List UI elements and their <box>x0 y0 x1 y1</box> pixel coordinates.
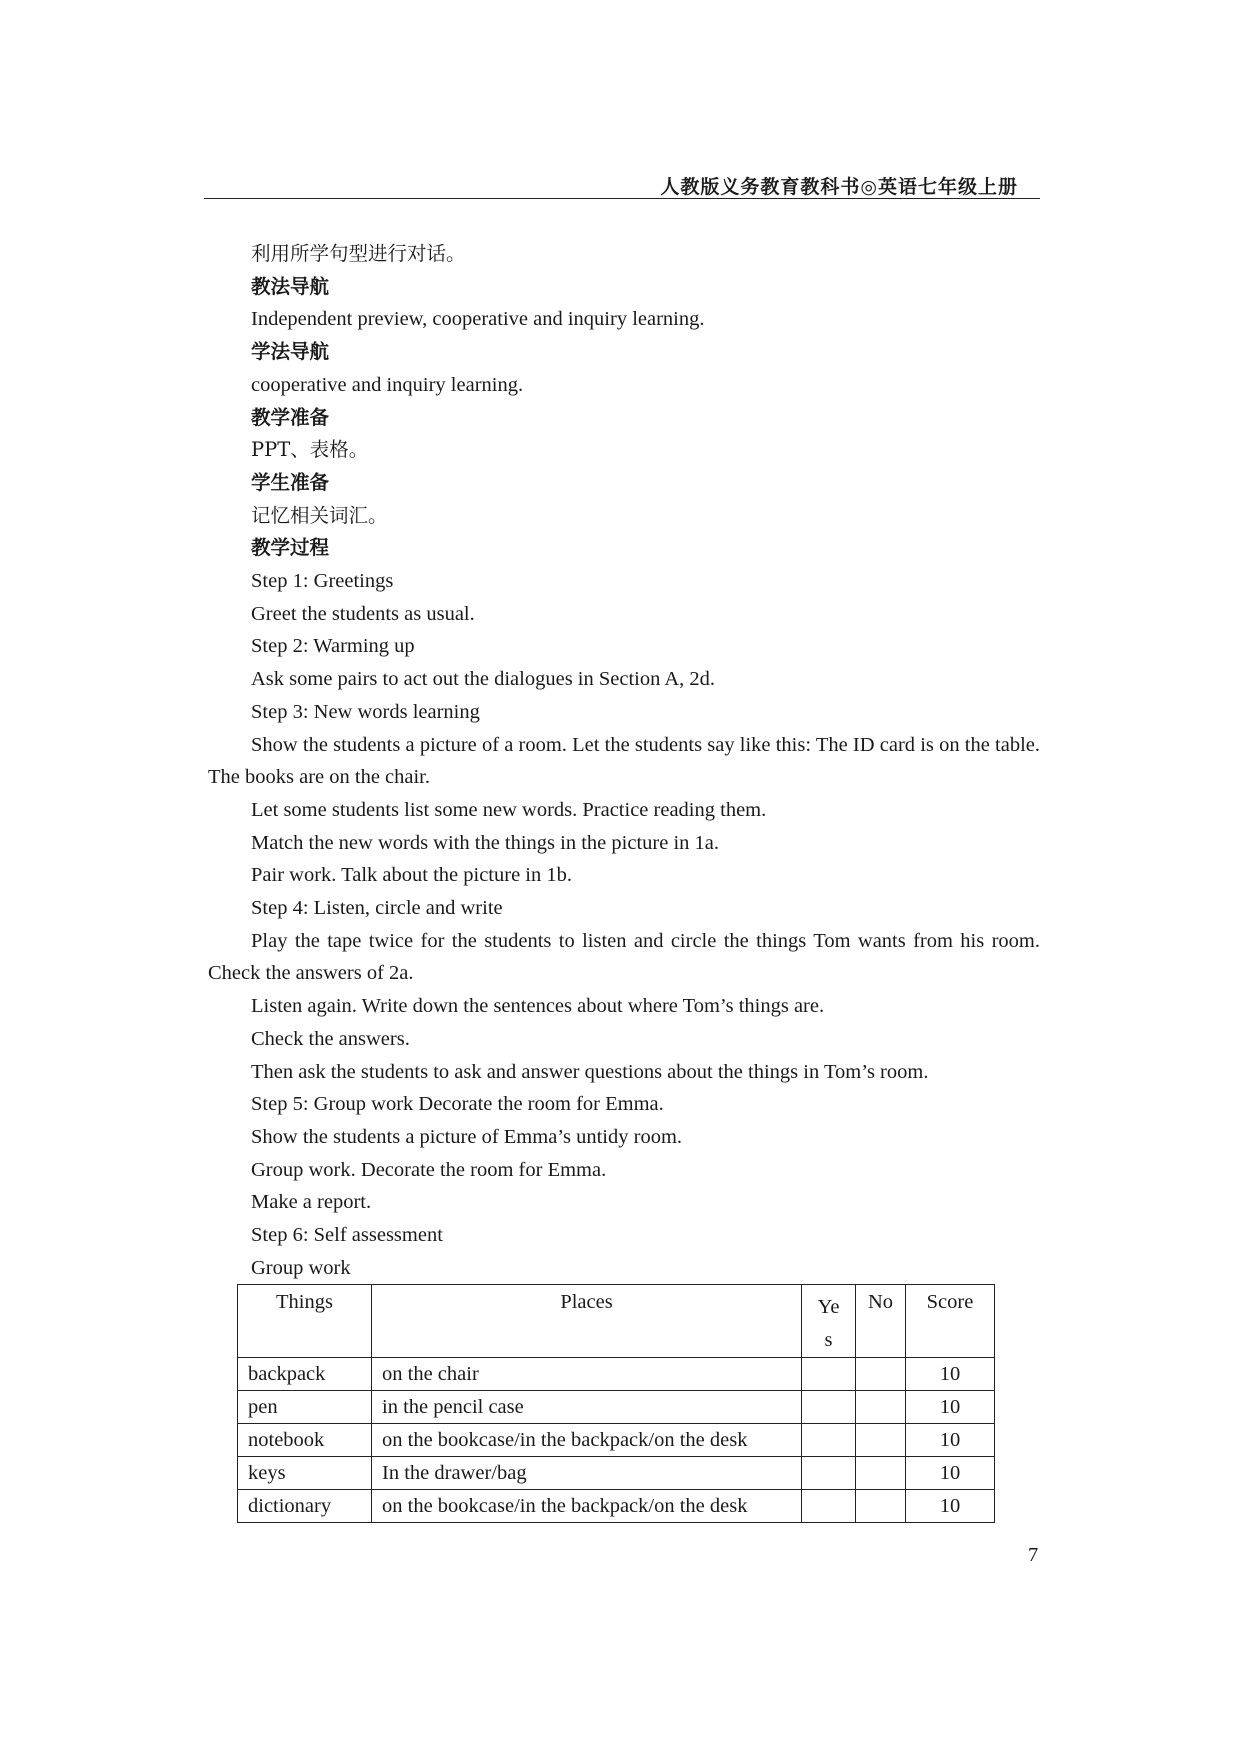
page-number: 7 <box>1028 1544 1039 1566</box>
cell-yes <box>802 1424 856 1457</box>
text-line: 利用所学句型进行对话。 <box>251 242 466 265</box>
text-line: Ask some pairs to act out the dialogues in Section A, 2d. <box>251 668 716 691</box>
cell-place: on the bookcase/in the backpack/on the desk <box>372 1490 802 1523</box>
step-title: Step 3: New words learning <box>251 700 480 723</box>
paragraph: Play the tape twice for the students to listen and circle the things Tom wants from his room. Check the answers of 2a. <box>208 929 1040 985</box>
cell-no <box>856 1457 906 1490</box>
cell-thing: dictionary <box>238 1490 372 1523</box>
cell-place: on the bookcase/in the backpack/on the desk <box>372 1424 802 1457</box>
cell-yes <box>802 1358 856 1391</box>
text-line: Then ask the students to ask and answer questions about the things in Tom’s room. <box>251 1060 929 1083</box>
header-title: 人教版义务教育教科书◎英语七年级上册 <box>660 176 1018 198</box>
table-row <box>238 1391 995 1424</box>
header-yes-line2: s <box>824 1329 833 1351</box>
header-yes <box>802 1285 856 1358</box>
header-places: Places <box>372 1285 802 1358</box>
step-title: Step 1: Greetings <box>251 570 394 593</box>
cell-score: 10 <box>906 1424 995 1457</box>
table-row <box>238 1358 995 1391</box>
header-score: Score <box>906 1285 995 1358</box>
cell-score: 10 <box>906 1358 995 1391</box>
text-line: Listen again. Write down the sentences about where Tom’s things are. <box>251 995 825 1018</box>
step-title: Step 5: Group work Decorate the room for Emma. <box>251 1093 664 1116</box>
table-row <box>238 1424 995 1457</box>
step-title: Step 6: Self assessment <box>251 1224 443 1247</box>
section-heading: 教学过程 <box>251 536 330 560</box>
header-things: Things <box>238 1285 372 1358</box>
section-heading: 教学准备 <box>251 405 330 429</box>
section-heading: 教法导航 <box>251 274 330 298</box>
step-title: Step 2: Warming up <box>251 635 415 658</box>
page-header <box>204 170 1040 199</box>
text-line: Show the students a picture of Emma’s untidy room. <box>251 1125 683 1148</box>
cell-place: on the chair <box>372 1358 802 1391</box>
text-line: Let some students list some new words. Practice reading them. <box>251 798 767 821</box>
text-line: Greet the students as usual. <box>251 602 475 625</box>
text-line: cooperative and inquiry learning. <box>251 373 524 396</box>
text-line: Group work. Decorate the room for Emma. <box>251 1158 607 1181</box>
cell-thing: notebook <box>238 1424 372 1457</box>
main-content <box>208 238 1040 1285</box>
cell-no <box>856 1358 906 1391</box>
cell-place: in the pencil case <box>372 1391 802 1424</box>
cell-thing: keys <box>238 1457 372 1490</box>
text-line: Independent preview, cooperative and inquiry learning. <box>251 308 705 331</box>
text-line: Pair work. Talk about the picture in 1b. <box>251 864 572 887</box>
text-line: Make a report. <box>251 1191 372 1214</box>
text-line: 记忆相关词汇。 <box>251 503 388 527</box>
paragraph: Show the students a picture of a room. Let the students say like this: The ID card is on the table. The books are on the chair. <box>208 733 1040 789</box>
table-row <box>238 1490 995 1523</box>
cell-score: 10 <box>906 1490 995 1523</box>
table-row <box>238 1457 995 1490</box>
header-yes-line1: Ye <box>817 1296 840 1318</box>
cell-no <box>856 1490 906 1523</box>
table-header-row <box>238 1285 995 1358</box>
cell-yes <box>802 1457 856 1490</box>
assessment-table <box>237 1284 995 1523</box>
text-line: Group work <box>251 1256 351 1279</box>
header-no: No <box>856 1285 906 1358</box>
cell-no <box>856 1424 906 1457</box>
cell-thing: pen <box>238 1391 372 1424</box>
cell-no <box>856 1391 906 1424</box>
cell-thing: backpack <box>238 1358 372 1391</box>
cell-place: In the drawer/bag <box>372 1457 802 1490</box>
section-heading: 学生准备 <box>251 470 330 494</box>
text-line: Check the answers. <box>251 1027 410 1050</box>
cell-yes <box>802 1490 856 1523</box>
section-heading: 学法导航 <box>251 340 330 364</box>
text-line: Match the new words with the things in the picture in 1a. <box>251 831 719 854</box>
step-title: Step 4: Listen, circle and write <box>251 897 503 920</box>
cell-score: 10 <box>906 1457 995 1490</box>
cell-yes <box>802 1391 856 1424</box>
cell-score: 10 <box>906 1391 995 1424</box>
text-line: PPT、表格。 <box>251 438 369 462</box>
